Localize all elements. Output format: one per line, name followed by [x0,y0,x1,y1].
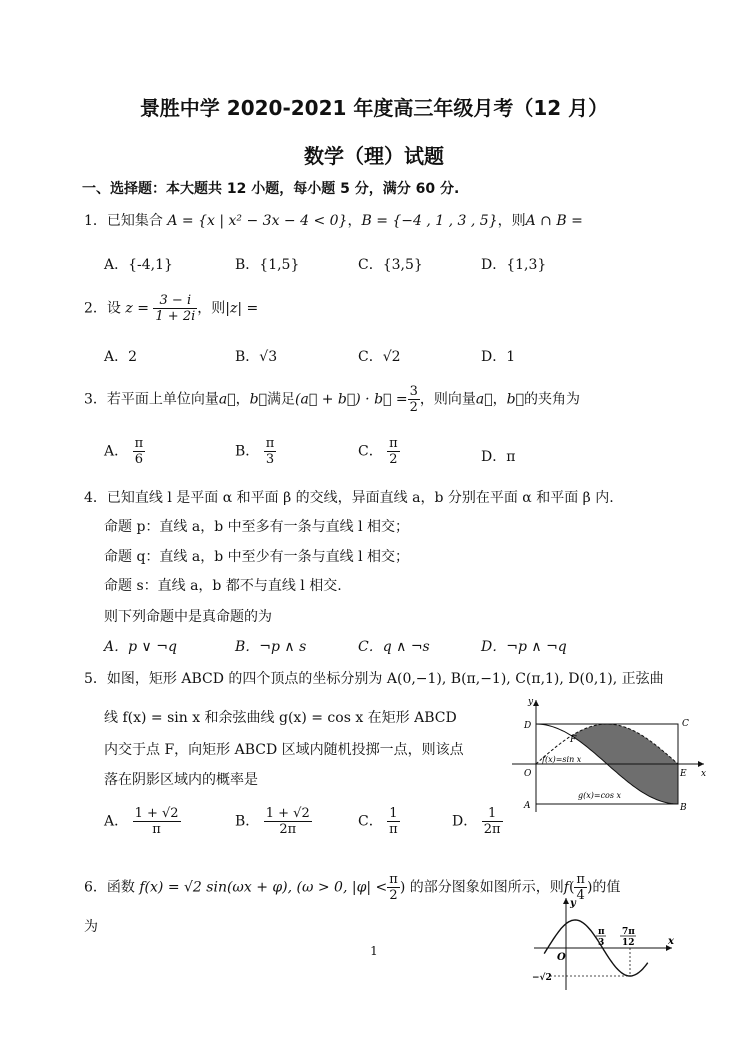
question-1 [84,211,583,231]
y-arrow-icon [533,700,539,706]
question-number: 6． [84,879,107,896]
y-arrow-icon [563,898,569,904]
page-subtitle: 数学（理）试题 [304,144,444,168]
fraction [264,806,312,837]
question-3 [84,384,580,415]
option-c[interactable]: C．√2 [358,349,401,365]
proposition-p: 命题 p：直线 a，b 中至多有一条与直线 l 相交； [104,519,409,535]
question-5 [84,669,664,689]
option-a[interactable]: A．p ∨ ¬q [104,639,177,655]
numerator: 1 [482,806,503,822]
origin-label: O [524,769,532,779]
option-c[interactable]: C．{3,5} [358,257,423,273]
question-ask: 则下列命题中是真命题的为 [104,609,272,625]
question-4 [84,488,614,508]
question-text: 落在阴影区域内的概率是 [104,772,258,788]
question-2 [84,293,258,324]
question-6: 6．函数 f(x) = √2 sin(ωx + φ), (ω > 0, |φ| < $\frac{\pi}{2}$ ) 的部分图象如图所示，则f( $\frac{\pi}{4}$ )的值 [84,872,621,903]
option-b[interactable] [235,806,312,837]
f-curve-label: f(x)=sin x [542,755,582,764]
y-label: y [528,697,534,707]
option-label: B． [235,443,260,460]
y-min-label: −√2 [532,973,552,983]
numerator: π [265,436,275,451]
q6-figure [530,894,680,992]
fraction [387,872,400,903]
option-label: C． [358,443,383,460]
x-label: x [701,769,707,779]
numerator: 3 − i [153,293,197,309]
page-title: 景胜中学 2020-2021 年度高三年级月考（12 月） [139,96,609,120]
y-label: y [570,898,576,909]
origin-label: O [557,952,566,963]
option-b[interactable] [235,436,276,467]
x-label: x [668,936,674,947]
point-c-label: C [682,719,689,729]
option-a[interactable] [104,806,181,837]
fraction [133,436,146,467]
option-value: π [506,449,516,465]
numerator: 1 + √2 [265,806,310,821]
option-a[interactable]: A．2 [104,349,138,365]
denominator: 2 [409,400,418,415]
option-label: C． [358,813,383,830]
question-text: 已知直线 l 是平面 α 和平面 β 的交线，异面直线 a，b 分别在平面 α 和平面 β 内. [106,490,614,506]
numerator: π [134,436,144,451]
option-b[interactable]: B．√3 [235,349,278,365]
denominator: 2π [483,822,501,837]
vector-b: b⃗ [506,391,525,408]
question-text: 函数 [106,879,135,896]
expression: (a⃗ + b⃗) · b⃗ = [295,391,408,408]
x-arrow-icon [698,761,704,767]
point-d-label: D [524,721,532,731]
denominator: 2π [279,822,297,837]
question-text: ，则向量 [419,391,476,408]
option-d[interactable] [481,446,515,466]
numerator: π [576,872,585,887]
question-ask: A ∩ B = [525,213,583,229]
tick2-denominator: 12 [622,938,635,948]
page-number: 1 [370,944,378,958]
fraction [482,806,503,837]
fraction [387,806,400,837]
denominator: 1 + 2i [155,309,196,324]
proposition-q: 命题 q：直线 a，b 中至少有一条与直线 l 相交； [104,549,409,565]
tick2-numerator: 7π [622,927,635,937]
option-a[interactable]: A．{-4,1} [104,257,173,273]
q5-figure [508,694,712,816]
point-f-label: F [570,735,577,745]
numerator: 1 [387,806,400,822]
point-a-label: A [524,801,531,811]
proposition-s: 命题 s：直线 a，b 都不与直线 l 相交. [104,578,342,594]
denominator: 4 [576,888,585,903]
fraction [133,806,181,837]
vector-a: a⃗ [475,391,493,408]
function-expression: f(x) = √2 sin(ωx + φ), (ω > 0, |φ| < [139,879,388,896]
question-text: 的值 [592,879,621,896]
numerator: π [389,436,398,451]
section-heading: 一、选择题：本大题共 12 小题，每小题 5 分，满分 60 分. [82,181,460,197]
tick1-denominator: 3 [598,938,605,948]
option-c[interactable] [358,436,400,467]
fraction [264,436,277,467]
question-number: 5． [84,671,107,687]
question-text: 已知集合 [106,213,163,229]
question-text: ，则 [497,213,526,229]
option-label: B． [235,813,260,830]
numerator: 1 + √2 [134,806,179,821]
option-label: D． [452,813,478,830]
denominator: 2 [389,888,398,903]
separator: ， [492,391,507,408]
set-a: A = {x | x² − 3x − 4 < 0} [167,213,348,229]
denominator: 2 [389,452,398,467]
fraction [408,384,420,415]
denominator: 3 [265,452,275,467]
question-number: 4． [84,490,107,506]
question-text: ) 的部分图象如图所示，则 [399,879,564,896]
separator: ， [347,213,362,229]
option-d[interactable]: D．{1,3} [481,257,547,273]
question-text: 为 [84,919,98,935]
option-c[interactable] [358,806,400,837]
point-b-label: B [680,803,687,813]
g-curve-label: g(x)=cos x [578,791,622,800]
option-b[interactable]: B．{1,5} [235,257,300,273]
vector-b: b⃗ [249,391,268,408]
fraction [387,436,400,467]
question-text: 线 f(x) = sin x 和余弦曲线 g(x) = cos x 在矩形 ABCD [104,710,457,726]
question-text: 设 [106,300,121,317]
question-number: 2． [84,300,107,317]
question-text: 的夹角为 [524,391,581,408]
variable-z: z = [125,300,149,317]
point-e-label: E [680,769,687,779]
numerator: 3 [409,384,418,399]
option-label: A． [104,443,129,460]
option-label: D． [481,449,507,465]
question-text: 如图，矩形 ABCD 的四个顶点的坐标分别为 A(0,−1), B(π,−1), C(π,1), D(0,1), 正弦曲 [106,671,664,687]
denominator: π [389,822,398,837]
question-text: 若平面上单位向量 [106,391,219,408]
question-number: 3． [84,391,107,408]
separator: ， [235,391,250,408]
denominator: π [152,822,161,837]
vector-a: a⃗ [218,391,236,408]
question-text: 满足 [267,391,296,408]
question-text: ，则 [197,300,226,317]
question-ask: |z| = [225,300,259,317]
question-number: 1． [84,213,107,229]
option-d[interactable] [452,806,503,837]
option-label: A． [104,813,129,830]
tick1-numerator: π [598,927,605,937]
option-a[interactable] [104,436,145,467]
function-name: f [563,879,569,896]
option-d[interactable]: D．¬p ∧ ¬q [481,639,567,655]
option-d[interactable]: D．1 [481,349,516,365]
question-text: 内交于点 F，向矩形 ABCD 区域内随机投掷一点，则该点 [104,742,464,758]
fraction [153,293,197,324]
numerator: π [389,872,398,887]
option-c[interactable]: C．q ∧ ¬s [358,639,430,655]
denominator: 6 [134,452,143,467]
set-b: B = {−4 , 1 , 3 , 5} [361,213,498,229]
option-b[interactable]: B．¬p ∧ s [235,639,307,655]
